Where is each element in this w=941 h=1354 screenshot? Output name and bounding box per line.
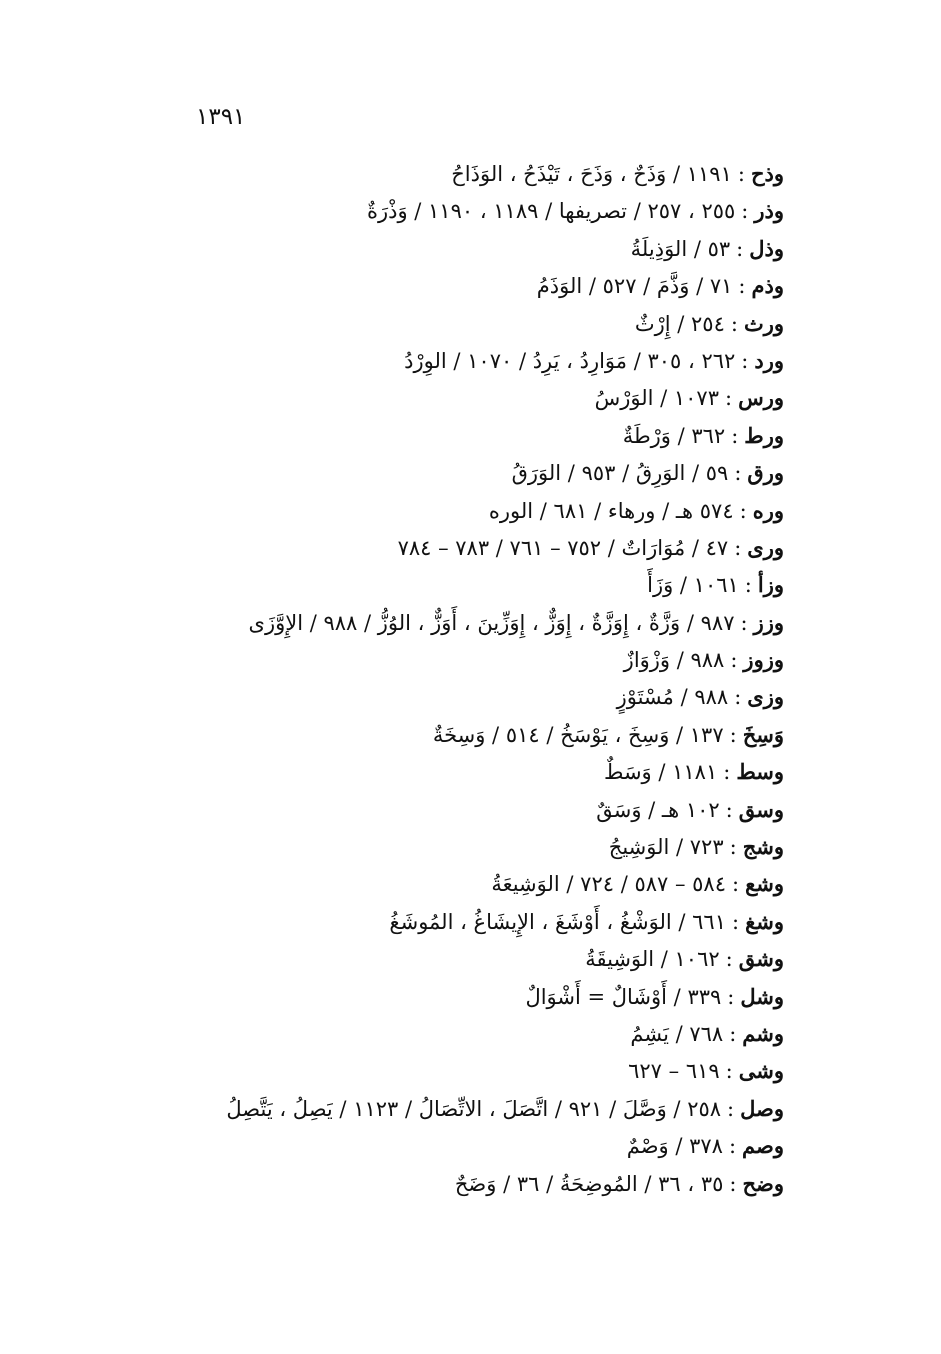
entry-root: وره [752, 497, 784, 523]
index-entry: وسق:١٠٢ هـ / وَسَقٌ [596, 796, 784, 822]
index-entry: وشج:٧٢٣ / الوَشِيجُ [608, 834, 784, 860]
index-entry: وزى:٩٨٨ / مُسْتَوْزٍ [616, 684, 784, 710]
entry-references: ٣٦٢ / وَرْطَةٌ [622, 423, 726, 448]
entry-root: وشغ [745, 908, 784, 934]
entry-root: وشل [740, 983, 784, 1009]
entry-references: ٧٢٣ / الوَشِيجُ [608, 835, 724, 860]
entry-references: ١١٩١ / وَذَحٌ ، وَذَحَ ، تَيْذَحُ ، الوَذَاحُ [451, 162, 732, 186]
index-entry: وزوز:٩٨٨ / وَزْوَازٌ [623, 647, 784, 673]
entry-root: وذل [749, 235, 784, 261]
index-entry: ورس:١٠٧٣ / الوَرْسُ [594, 385, 784, 411]
entry-references: ١٠٢ هـ / وَسَقٌ [596, 797, 720, 822]
entry-root: ورس [738, 385, 784, 411]
index-entry: وشى:٦١٩ – ٦٢٧ [628, 1058, 784, 1084]
index-entry: وذر:٢٥٥ ، ٢٥٧ / تصريفها / ١١٨٩ ، ١١٩٠ / وَذْرَةٌ [366, 198, 784, 224]
entry-references: ٩٨٨ / وَزْوَازٌ [623, 648, 725, 673]
entry-root: وشق [738, 946, 784, 972]
index-entry: وشم:٧٦٨ / يَشِمُ [630, 1020, 784, 1046]
entry-references: ٧٦٨ / يَشِمُ [630, 1021, 724, 1046]
index-entries-list [124, 155, 784, 1202]
entry-references: ١١٨١ / وَسَطٌ [604, 760, 718, 785]
index-entry: وذم:٧١ / وَذَّمَ / ٥٢٧ / الوَذَمُ [536, 273, 784, 299]
index-entry: وصم:٣٧٨ / وَصْمٌ [626, 1133, 784, 1159]
entry-root: وصل [740, 1095, 784, 1121]
index-entry: ورط:٣٦٢ / وَرْطَةٌ [622, 422, 784, 448]
entry-root: وضح [742, 1170, 784, 1196]
index-entry: وصل:٢٥٨ / وَصَّلَ / ٩٢١ / اتَّصَلَ ، الاتِّصَالُ / ١١٢٣ / يَصِلُ ، يَتَّصِلُ [226, 1095, 784, 1121]
entry-root: وزوز [743, 647, 784, 673]
entry-references: ٣٣٩ / أَوْشَالٌ = أَشْوَالٌ [525, 984, 722, 1009]
entry-root: وزز [753, 609, 784, 635]
entry-root: وَسِخَ [742, 721, 784, 747]
index-entry: وضح:٣٥ ، ٣٦ / المُوضِحَةُ / ٣٦ / وَضَحٌ [454, 1170, 784, 1196]
entry-references: ٥٧٤ هـ / ورهاء / ٦٨١ / الوره [488, 498, 734, 523]
index-entry: ورى:٤٧ / مُوَارَاتٌ / ٧٥٢ – ٧٦١ / ٧٨٣ – ٧٨٤ [397, 534, 784, 560]
index-entry: ورث:٢٥٤ / إِرْثٌ [634, 310, 784, 336]
entry-root: وسق [738, 796, 784, 822]
index-entry: وشغ:٦٦١ / الوَشْغُ ، أَوْشَغَ ، الإِيشَاغُ ، المُوشَغُ [389, 908, 784, 934]
entry-references: ٢٥٨ / وَصَّلَ / ٩٢١ / اتَّصَلَ ، الاتِّصَالُ / ١١٢٣ / يَصِلُ ، يَتَّصِلُ [226, 1096, 722, 1121]
entry-root: وسط [736, 759, 784, 785]
index-entry: وشل:٣٣٩ / أَوْشَالٌ = أَشْوَالٌ [525, 983, 784, 1009]
entry-root: وشم [742, 1020, 784, 1046]
entry-references: ٦١٩ – ٦٢٧ [628, 1059, 720, 1084]
entry-references: ٢٦٢ ، ٣٠٥ / مَوَارِدُ ، يَرِدُ / ١٠٧٠ / الوِرْدُ [404, 348, 736, 373]
index-entry: ورق:٥٩ / الوَرِقُ / ٩٥٣ / الوَرَقُ [511, 460, 784, 486]
index-entry: وره:٥٧٤ هـ / ورهاء / ٦٨١ / الوره [488, 497, 784, 523]
entry-references: ٥٣ / الوَذِيلَةُ [630, 236, 731, 261]
index-entry: ورد:٢٦٢ ، ٣٠٥ / مَوَارِدُ ، يَرِدُ / ١٠٧٠ / الوِرْدُ [404, 347, 784, 373]
entry-references: ١٠٦٢ / الوَشِيقَةُ [585, 947, 720, 972]
entry-root: وصم [742, 1133, 784, 1159]
entry-references: ٣٧٨ / وَصْمٌ [626, 1134, 723, 1159]
entry-references: ٩٨٧ / وَزَّةٌ ، إِوَزَّةٌ ، إِوَزٌّ ، إِوَزِّينَ ، أَوَزٌّ ، الوُزُّ / ٩٨٨ / الإِوَّزَى [248, 610, 735, 635]
page-number: ١٣٩١ [196, 104, 246, 130]
entry-references: ١٠٦١ / وَزَأَ [647, 573, 739, 598]
entry-root: ورط [744, 422, 784, 448]
entry-references: ٥٩ / الوَرِقُ / ٩٥٣ / الوَرَقُ [511, 461, 729, 486]
index-entry: وَسِخَ:١٣٧ / وَسِخَ ، يَوْسَخُ / ٥١٤ / وَسِخَةٌ [432, 721, 784, 747]
entry-references: ٥٨٤ – ٥٨٧ / ٧٢٤ / الوَشِيعَةُ [491, 872, 726, 897]
index-entry: وذل:٥٣ / الوَذِيلَةُ [630, 235, 784, 261]
entry-root: ورى [747, 534, 784, 560]
entry-root: وزى [747, 684, 784, 710]
entry-root: وزأ [757, 572, 784, 598]
entry-references: ١٠٧٣ / الوَرْسُ [594, 386, 719, 411]
entry-references: ٢٥٤ / إِرْثٌ [634, 311, 725, 336]
entry-root: وشى [738, 1058, 784, 1084]
entry-references: ٩٨٨ / مُسْتَوْزٍ [616, 685, 729, 710]
index-entry: وشق:١٠٦٢ / الوَشِيقَةُ [585, 946, 784, 972]
entry-references: ٦٦١ / الوَشْغُ ، أَوْشَغَ ، الإِيشَاغُ ، المُوشَغُ [389, 909, 726, 934]
index-entry: وشع:٥٨٤ – ٥٨٧ / ٧٢٤ / الوَشِيعَةُ [491, 871, 784, 897]
entry-root: وذم [751, 273, 784, 299]
entry-root: ورق [747, 460, 784, 486]
entry-references: ٧١ / وَذَّمَ / ٥٢٧ / الوَذَمُ [536, 274, 733, 299]
entry-references: ٤٧ / مُوَارَاتٌ / ٧٥٢ – ٧٦١ / ٧٨٣ – ٧٨٤ [397, 535, 729, 560]
entry-root: ورث [743, 310, 784, 336]
index-entry: وزأ:١٠٦١ / وَزَأَ [647, 572, 784, 598]
index-entry: وذح:١١٩١ / وَذَحٌ ، وَذَحَ ، تَيْذَحُ ، الوَذَاحُ [451, 161, 784, 186]
entry-root: وشج [742, 834, 784, 860]
entry-references: ١٣٧ / وَسِخَ ، يَوْسَخُ / ٥١٤ / وَسِخَةٌ [432, 722, 724, 747]
entry-root: وذح [750, 161, 784, 186]
entry-references: ٣٥ ، ٣٦ / المُوضِحَةُ / ٣٦ / وَضَحٌ [454, 1171, 724, 1196]
entry-root: ورد [754, 347, 784, 373]
entry-root: وشع [745, 871, 784, 897]
entry-root: وذر [754, 198, 784, 224]
entry-references: ٢٥٥ ، ٢٥٧ / تصريفها / ١١٨٩ ، ١١٩٠ / وَذْرَةٌ [366, 199, 736, 224]
index-entry: وزز:٩٨٧ / وَزَّةٌ ، إِوَزَّةٌ ، إِوَزٌّ ، إِوَزِّينَ ، أَوَزٌّ ، الوُزُّ / ٩٨٨ / الإِوَّزَى [248, 609, 784, 635]
index-entry: وسط:١١٨١ / وَسَطٌ [604, 759, 784, 785]
